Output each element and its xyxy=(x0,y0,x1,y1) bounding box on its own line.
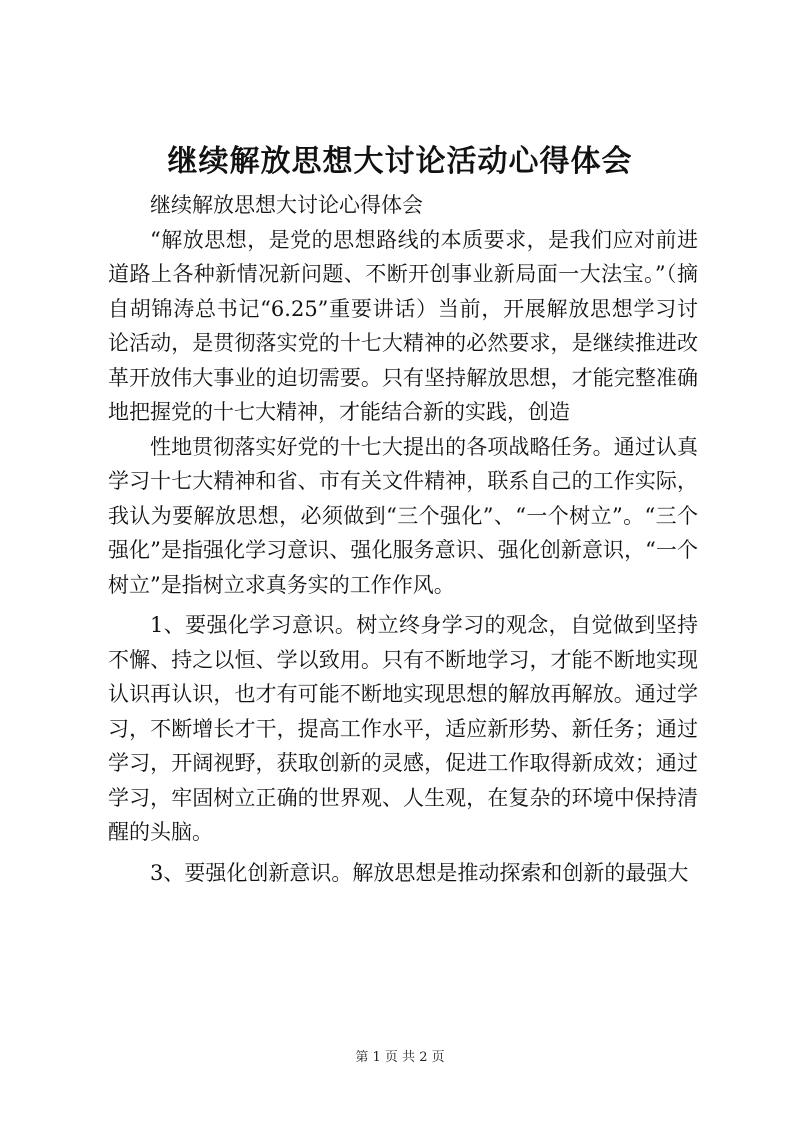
document-body xyxy=(108,188,698,890)
document-subtitle: 继续解放思想大讨论心得体会 xyxy=(150,193,423,217)
paragraph-continuation: 性地贯彻落实好党的十七大提出的各项战略任务。通过认真学习十七大精神和省、市有关文件精神，联系自己的工作实际，我认为要解放思想，必须做到“三个强化”、“一个树立”。“三个强化”是指强化学习意识、强化服务意识、强化创新意识，“一个树立”是指树立求真务实的工作作风。 xyxy=(108,434,698,597)
page-footer: 第 1 页 共 2 页 xyxy=(355,1050,445,1065)
paragraph-intro: “解放思想，是党的思想路线的本质要求，是我们应对前进道路上各种新情况新问题、不断开创事业新局面一大法宝。”（摘自胡锦涛总书记“6.25”重要讲话）当前，开展解放思想学习讨论活动，是贯彻落实党的十七大精神的必然要求，是继续推进改革开放伟大事业的迫切需要。只有坚持解放思想，才能完整准确地把握党的十七大精神，才能结合新的实践，创造 xyxy=(108,227,698,424)
paragraph-point-3: 3、要强化创新意识。解放思想是推动探索和创新的最强大 xyxy=(150,860,689,885)
document-title: 继续解放思想大讨论活动心得体会 xyxy=(167,144,633,179)
paragraph-point-1: 1、要强化学习意识。树立终身学习的观念，自觉做到坚持不懈、持之以恒、学以致用。只有不断地学习，才能不断地实现认识再认识，也才有可能不断地实现思想的解放再解放。通过学习，不断增长才干，提高工作水平，适应新形势、新任务；通过学习，开阔视野，获取创新的灵感，促进工作取得新成效；通过学习，牢固树立正确的世界观、人生观，在复杂的环境中保持清醒的头脑。 xyxy=(108,613,698,844)
